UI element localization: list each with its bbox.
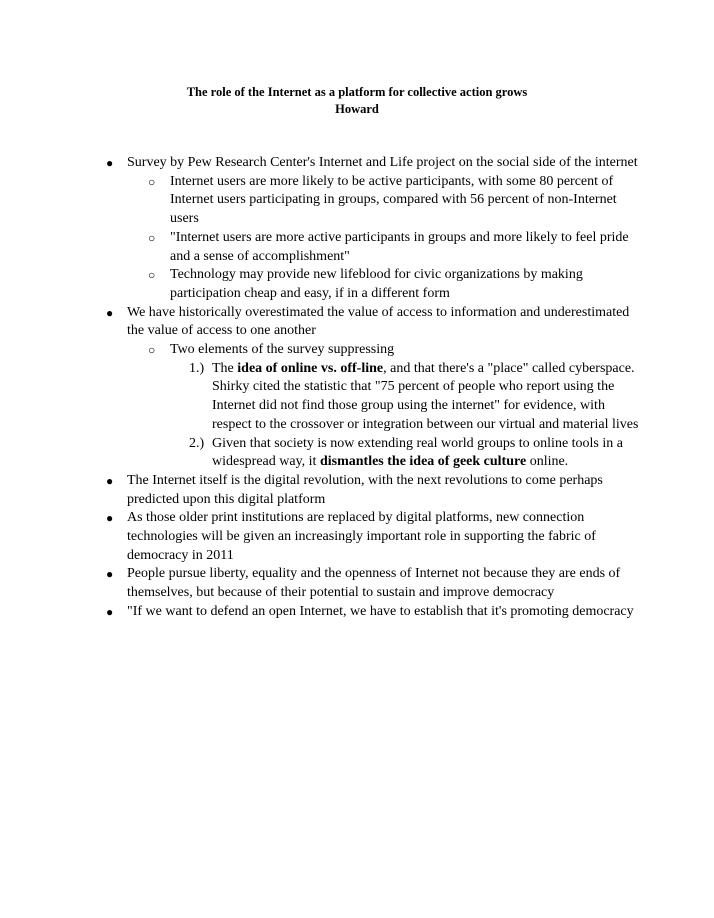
bullet-item bbox=[106, 509, 647, 565]
numbered-text-end: online. bbox=[526, 454, 569, 470]
sub-bullet-item bbox=[148, 173, 640, 229]
numbered-text-end: , and that there's a "place" called cyberspace. Shirky cited the statistic that "75 percent of people who report using the Internet did not find those group using the internet" for evidence, with respect to the crossover or integration between our virtual and material lives bbox=[212, 360, 639, 432]
sub-bullet-item bbox=[148, 229, 640, 266]
disc-bullet-icon: ● bbox=[106, 156, 114, 170]
bullet-item bbox=[106, 565, 647, 602]
numbered-text-start: Given that society is now extending real world groups to online tools in a widespread way, it bbox=[212, 435, 623, 470]
bullet-item bbox=[106, 304, 647, 341]
disc-bullet-icon: ● bbox=[106, 511, 114, 526]
bullet-text: Survey by Pew Research Center's Internet and Life project on the social side of the internet bbox=[127, 155, 638, 170]
bullet-item bbox=[106, 472, 647, 509]
circle-bullet-icon: ○ bbox=[148, 268, 156, 283]
numbered-text-bold: dismantles the idea of geek culture bbox=[319, 454, 527, 470]
bullet-item bbox=[106, 154, 647, 173]
disc-bullet-icon: ● bbox=[106, 567, 114, 582]
document-title: The role of the Internet as a platform for collective action grows bbox=[186, 85, 528, 99]
numbered-item bbox=[189, 435, 642, 472]
numbered-text-start: The bbox=[212, 360, 238, 376]
numbered-item bbox=[189, 360, 642, 435]
sub-bullet-text: Technology may provide new lifeblood for civic organizations by making participation cheap and easy, if in a different form bbox=[170, 267, 583, 301]
bullet-text: People pursue liberty, equality and the openness of Internet not because they are ends of themselves, but because of their potential to sustain and improve democracy bbox=[127, 566, 621, 601]
document-author: Howard bbox=[335, 102, 379, 116]
circle-bullet-icon: ○ bbox=[148, 230, 156, 245]
sub-bullet-text: Internet users are more likely to be active participants, with some 80 percent of Internet users participating in groups, compared with 56 percent of non-Internet users bbox=[170, 173, 617, 227]
bullet-text: As those older print institutions are replaced by digital platforms, new connection technologies will be given an increasingly important role in supporting the fabric of democracy in 2011 bbox=[127, 510, 596, 563]
disc-bullet-icon: ● bbox=[106, 305, 114, 320]
sub-bullet-item bbox=[148, 341, 640, 360]
bullet-text: "If we want to defend an open Internet, we have to establish that it's promoting democracy bbox=[127, 603, 634, 619]
disc-bullet-icon: ● bbox=[106, 604, 114, 619]
bullet-item bbox=[106, 603, 647, 622]
sub-bullet-text: "Internet users are more active participants in groups and more likely to feel pride and a sense of accomplishment" bbox=[170, 229, 629, 264]
circle-bullet-icon: ○ bbox=[148, 343, 156, 358]
sub-bullet-item bbox=[148, 266, 640, 303]
number-marker: 2.) bbox=[189, 435, 205, 451]
bullet-text: We have historically overestimated the value of access to information and underestimated the value of access to one another bbox=[127, 304, 630, 339]
number-marker: 1.) bbox=[189, 360, 205, 376]
disc-bullet-icon: ● bbox=[106, 473, 114, 488]
document-header bbox=[0, 84, 714, 118]
bullet-text: The Internet itself is the digital revolution, with the next revolutions to come perhaps predicted upon this digital platform bbox=[127, 472, 603, 507]
numbered-text-bold: idea of online vs. off-line bbox=[237, 360, 384, 376]
sub-bullet-text: Two elements of the survey suppressing bbox=[170, 342, 395, 358]
circle-bullet-icon: ○ bbox=[148, 174, 156, 189]
document-body bbox=[0, 154, 714, 622]
